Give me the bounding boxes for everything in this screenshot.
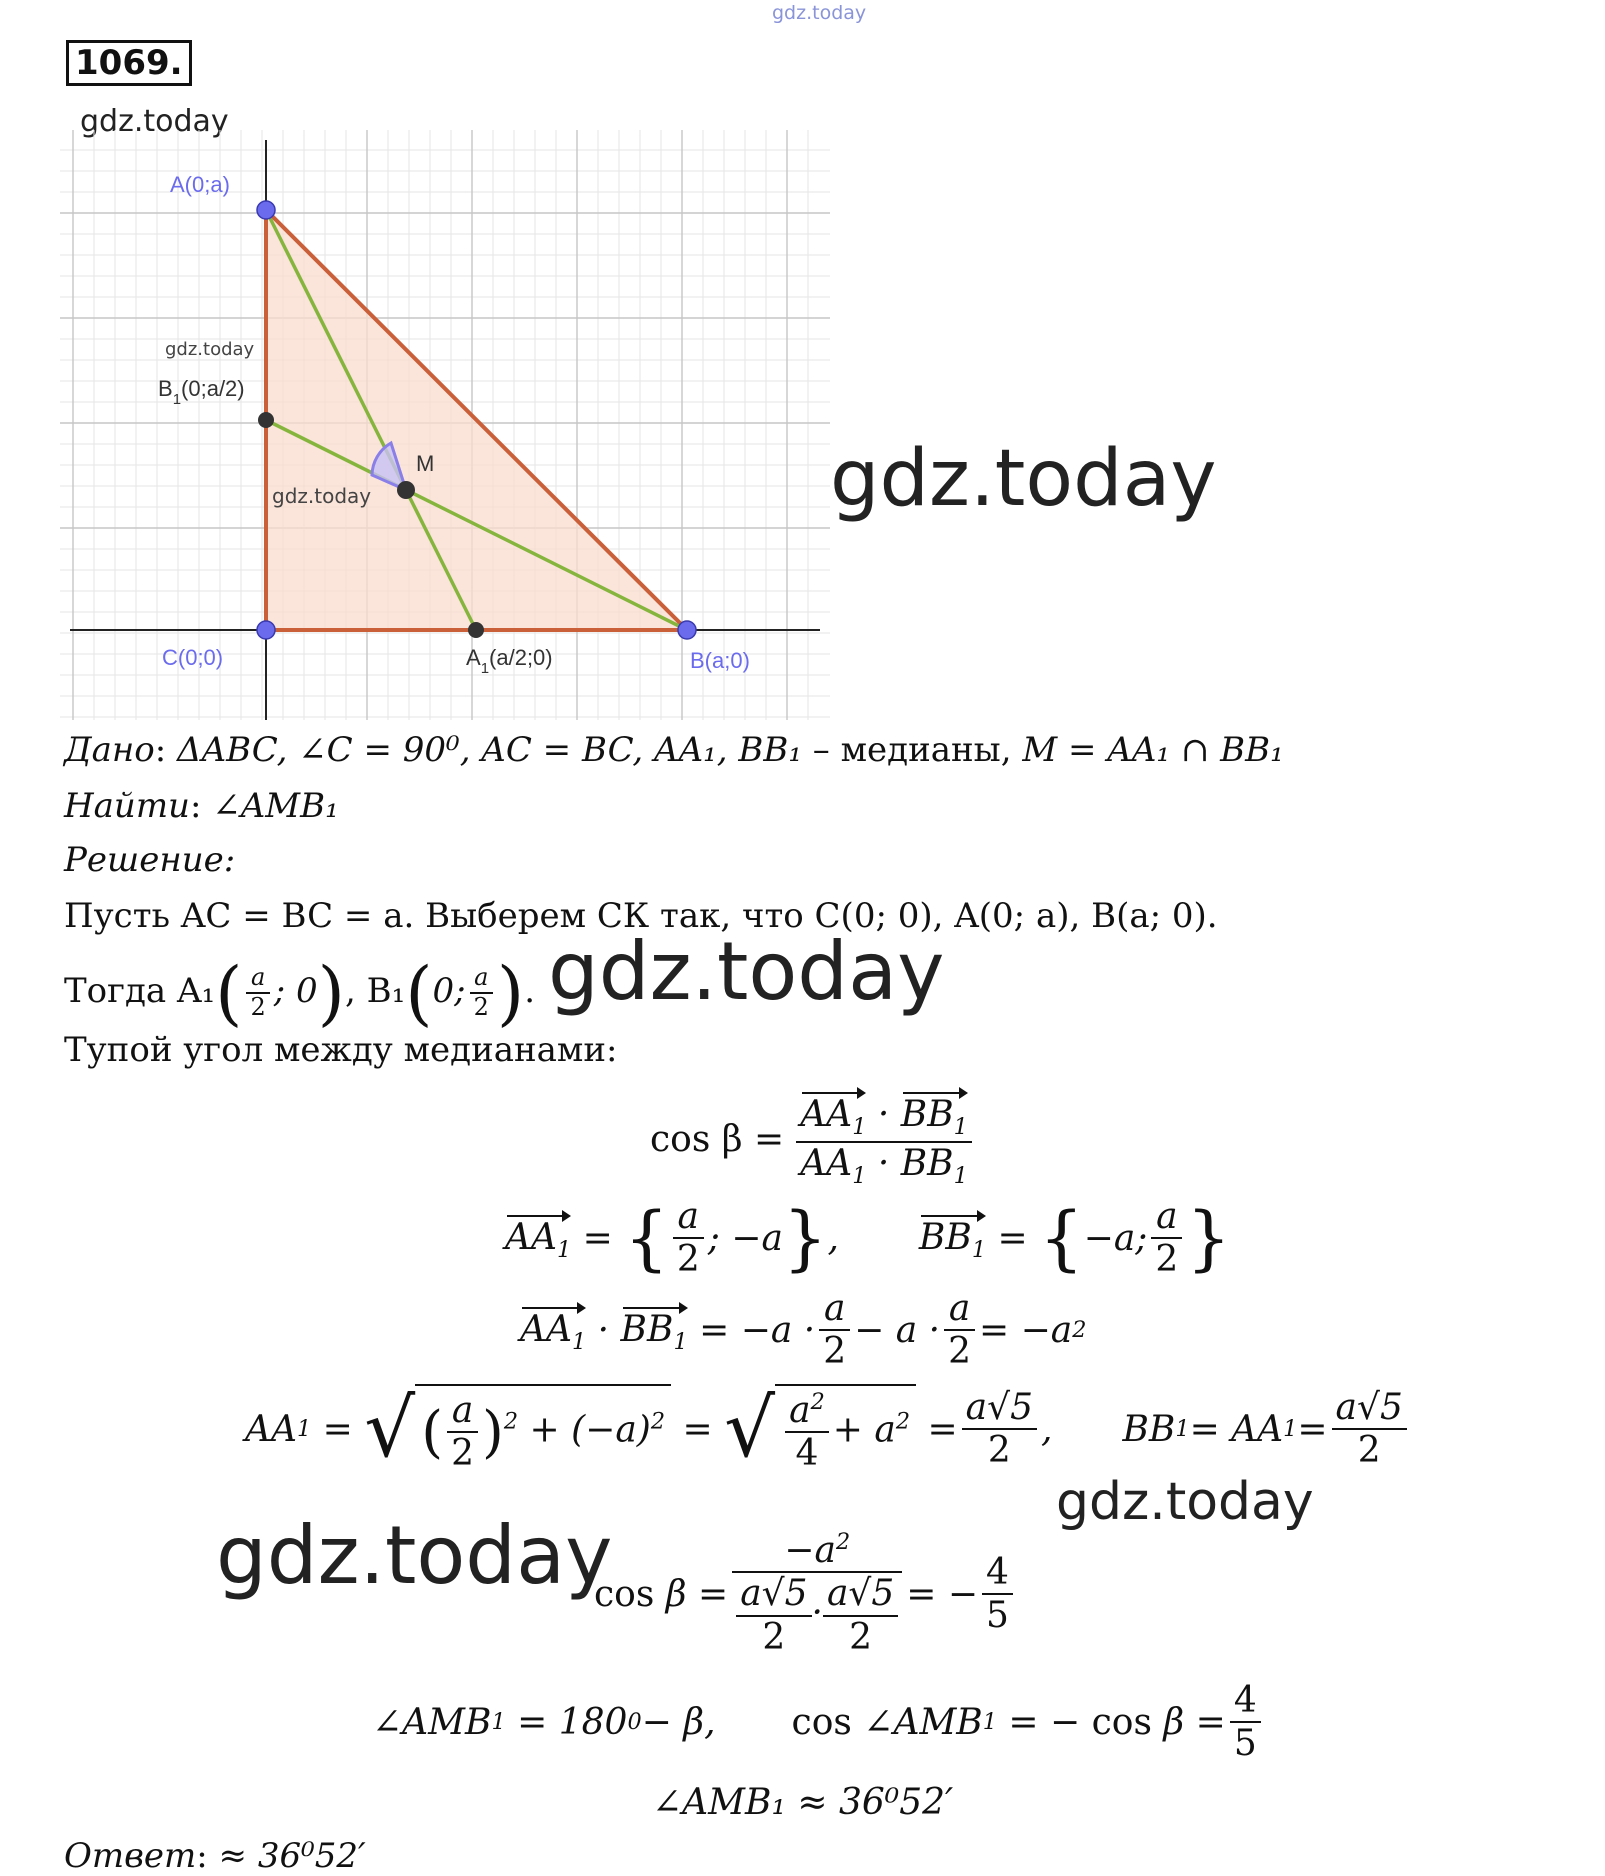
figure-watermark-top: gdz.today: [80, 104, 229, 139]
label-A: A(0;a): [170, 172, 230, 197]
given-intersection: M = AA₁ ∩ BB₁: [1022, 730, 1284, 770]
given-tail: – медианы,: [801, 730, 1023, 770]
line-let: Пусть AC = BC = a. Выберем СК так, что C(0; 0), A(0; a), B(a; 0).: [64, 896, 1218, 936]
eq-cos-value: cos β = $-a^2$ $\frac{a√5}{2}$ · $\frac{a√5}{2}$ = − $\frac{4}{5}$: [594, 1530, 1017, 1658]
label-C: C(0;0): [162, 645, 224, 670]
label-A1: $A_1(a/2;0)$: [466, 645, 553, 677]
eq-cos-def: cos β = $\frac{AA_1 \cdot BB_1}{AA_1 \cdot BB_1}$: [650, 1090, 976, 1190]
find-line: Найти: ∠AMB₁: [64, 786, 339, 826]
point-C: [257, 621, 275, 639]
figure-watermark-small-1: gdz.today: [165, 339, 255, 360]
point-M: [397, 481, 415, 499]
eq-final-angle: ∠AMB₁ ≈ 36⁰52′: [652, 1782, 954, 1823]
eq-lengths: AA 1 = √ ( $\frac{a}{2}$ )$^2 + (-a)^2$ = √ $\frac{a^2}{4}$ + $a^2$ = $\frac{a√5}{2}$ , BB 1 = AA 1 = $\frac{a√5}{2}$: [245, 1384, 1411, 1475]
point-A1: [468, 622, 484, 638]
big-watermark-2: gdz.today: [548, 925, 945, 1018]
point-B: [678, 621, 696, 639]
eq-dot: $AA_1$ · $BB_1$ = −a · $\frac{a}{2}$ − a · $\frac{a}{2}$ = −a 2: [520, 1288, 1087, 1373]
answer-value: ≈ 36⁰52′: [218, 1836, 366, 1876]
big-watermark-3: gdz.today: [1056, 1472, 1314, 1532]
answer-label: Ответ: [64, 1836, 197, 1876]
header-watermark: gdz.today: [772, 2, 867, 24]
label-M: M: [416, 451, 435, 476]
line-obtuse: Тупой угол между медианами:: [64, 1030, 618, 1070]
big-watermark-4: gdz.today: [216, 1509, 613, 1602]
big-watermark-1: gdz.today: [830, 434, 1217, 524]
find-value: ∠AMB₁: [212, 786, 339, 826]
label-B: B(a;0): [690, 648, 750, 673]
figure-watermark-small-2: gdz.today: [272, 484, 372, 508]
point-B1: [258, 412, 274, 428]
line-then: Тогда A₁( $\frac{a}{2}$ ; 0), B₁(0; $\frac{a}{2}$ ).: [64, 952, 536, 1034]
find-label: Найти: [64, 786, 190, 826]
given-statement: ΔABC, ∠C = 90⁰, AC = BC, AA₁, BB₁: [177, 730, 802, 770]
answer-line: Ответ: ≈ 36⁰52′: [64, 1836, 366, 1876]
label-B1: $B_1(0;a/2)$: [158, 376, 245, 408]
point-A: [257, 201, 275, 219]
given-label: Дано: [64, 730, 155, 770]
coordinate-figure: [60, 130, 830, 730]
eq-angle-relation: ∠AMB 1 = 180 0 − β, cos ∠AMB 1 = − cos β = $\frac{4}{5}$: [372, 1680, 1265, 1765]
eq-vectors: $AA_1$ = { $\frac{a}{2}$ ; −a } , $BB_1$ = { −a; $\frac{a}{2}$ }: [505, 1196, 1231, 1281]
problem-number: 1069.: [66, 40, 192, 86]
given-line: Дано: ΔABC, ∠C = 90⁰, AC = BC, AA₁, BB₁ – медианы, M = AA₁ ∩ BB₁: [64, 730, 1284, 770]
solution-label: Решение:: [64, 840, 236, 880]
